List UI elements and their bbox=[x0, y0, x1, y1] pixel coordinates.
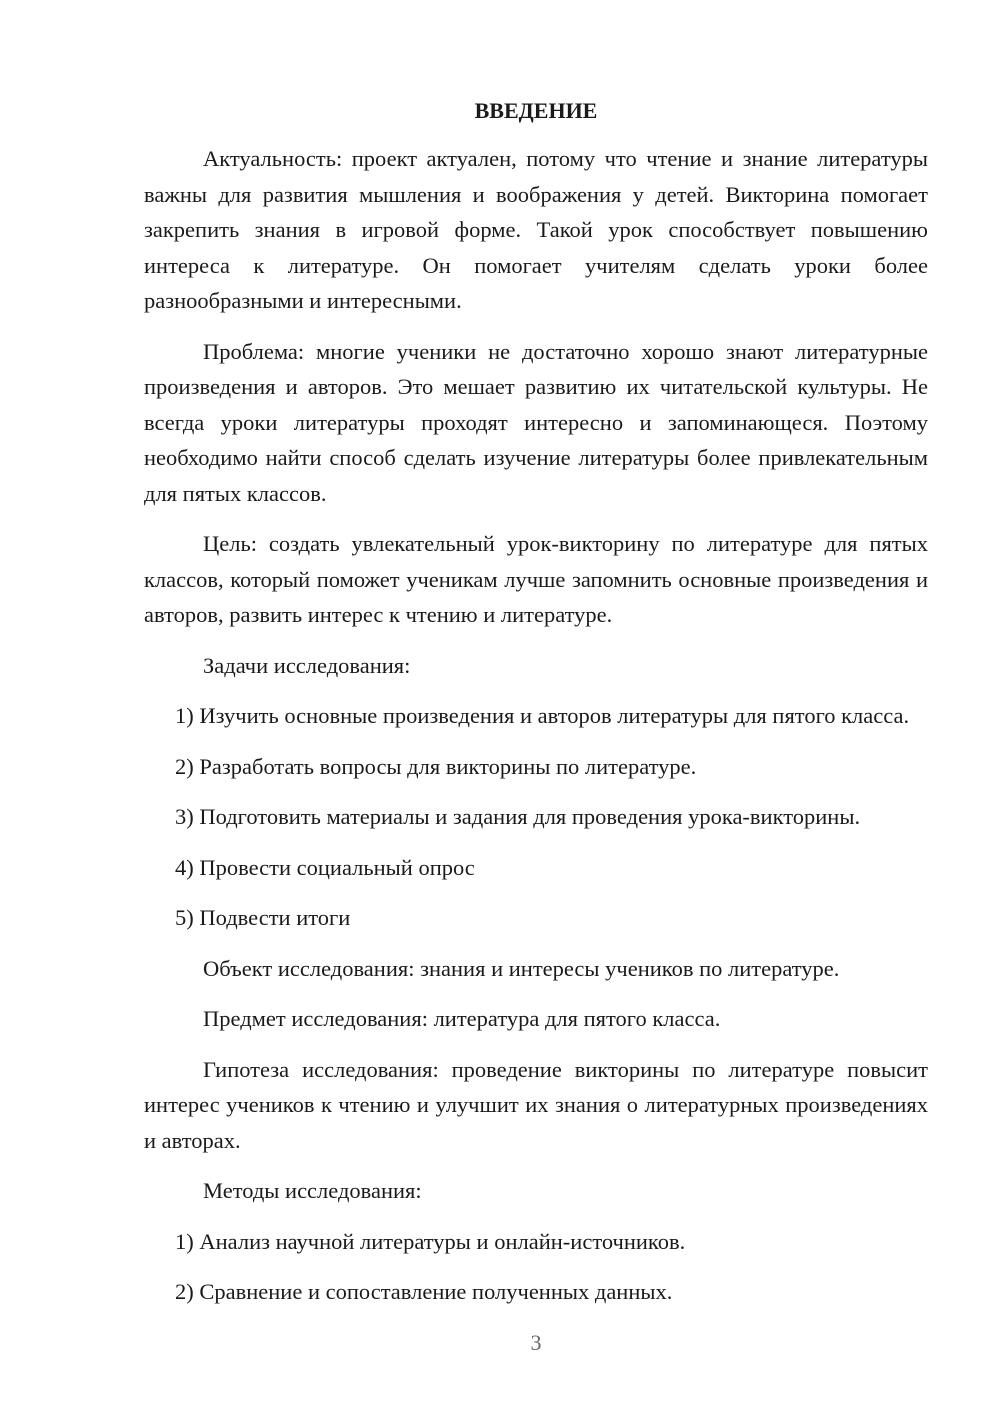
method-item-1: 1) Анализ научной литературы и онлайн-источников. bbox=[175, 1228, 686, 1254]
task-item-1: 1) Изучить основные произведения и авторов литературы для пятого класса. bbox=[175, 703, 910, 728]
task-item-2: 2) Разработать вопросы для викторины по литературе. bbox=[175, 753, 697, 779]
subject-paragraph: Предмет исследования: литература для пятого класса. bbox=[203, 1006, 721, 1031]
methods-heading: Методы исследования: bbox=[203, 1178, 422, 1203]
page-number: 3 bbox=[530, 1330, 542, 1355]
object-paragraph: Объект исследования: знания и интересы учеников по литературе. bbox=[203, 955, 840, 981]
task-item-3: 3) Подготовить материалы и задания для проведения урока-викторины. bbox=[175, 804, 861, 829]
method-item-2: 2) Сравнение и сопоставление полученных данных. bbox=[175, 1279, 673, 1304]
section-heading: ВВЕДЕНИЕ bbox=[474, 98, 598, 123]
relevance-paragraph: Актуальность: проект актуален, потому что чтение и знание литературы важны для развития мышления и воображения у детей. Викторина помогает закрепить знания в игровой форме. Такой урок способствует повышению интереса к литературе. Он помогает учителям сделать уроки более разнообразными и интересными. bbox=[144, 146, 928, 313]
tasks-heading: Задачи исследования: bbox=[203, 652, 411, 678]
document-page bbox=[144, 96, 928, 1325]
problem-paragraph: Проблема: многие ученики не достаточно хорошо знают литературные произведения и авторов. Это мешает развитию их читательской культуры. Не всегда уроки литературы проходят интересно и запоминающеся. Поэтому необходимо найти способ сделать изучение литературы более привлекательным для пятых классов. bbox=[144, 338, 928, 506]
hypothesis-paragraph: Гипотеза исследования: проведение викторины по литературе повысит интерес учеников к чтению и улучшит их знания о литературных произведениях и авторах. bbox=[144, 1056, 928, 1153]
task-item-4: 4) Провести социальный опрос bbox=[175, 854, 475, 880]
goal-paragraph: Цель: создать увлекательный урок-викторину по литературе для пятых классов, который поможет ученикам лучше запомнить основные произведения и авторов, развить интерес к чтению и литературе. bbox=[144, 531, 928, 627]
task-item-5: 5) Подвести итоги bbox=[175, 905, 351, 930]
